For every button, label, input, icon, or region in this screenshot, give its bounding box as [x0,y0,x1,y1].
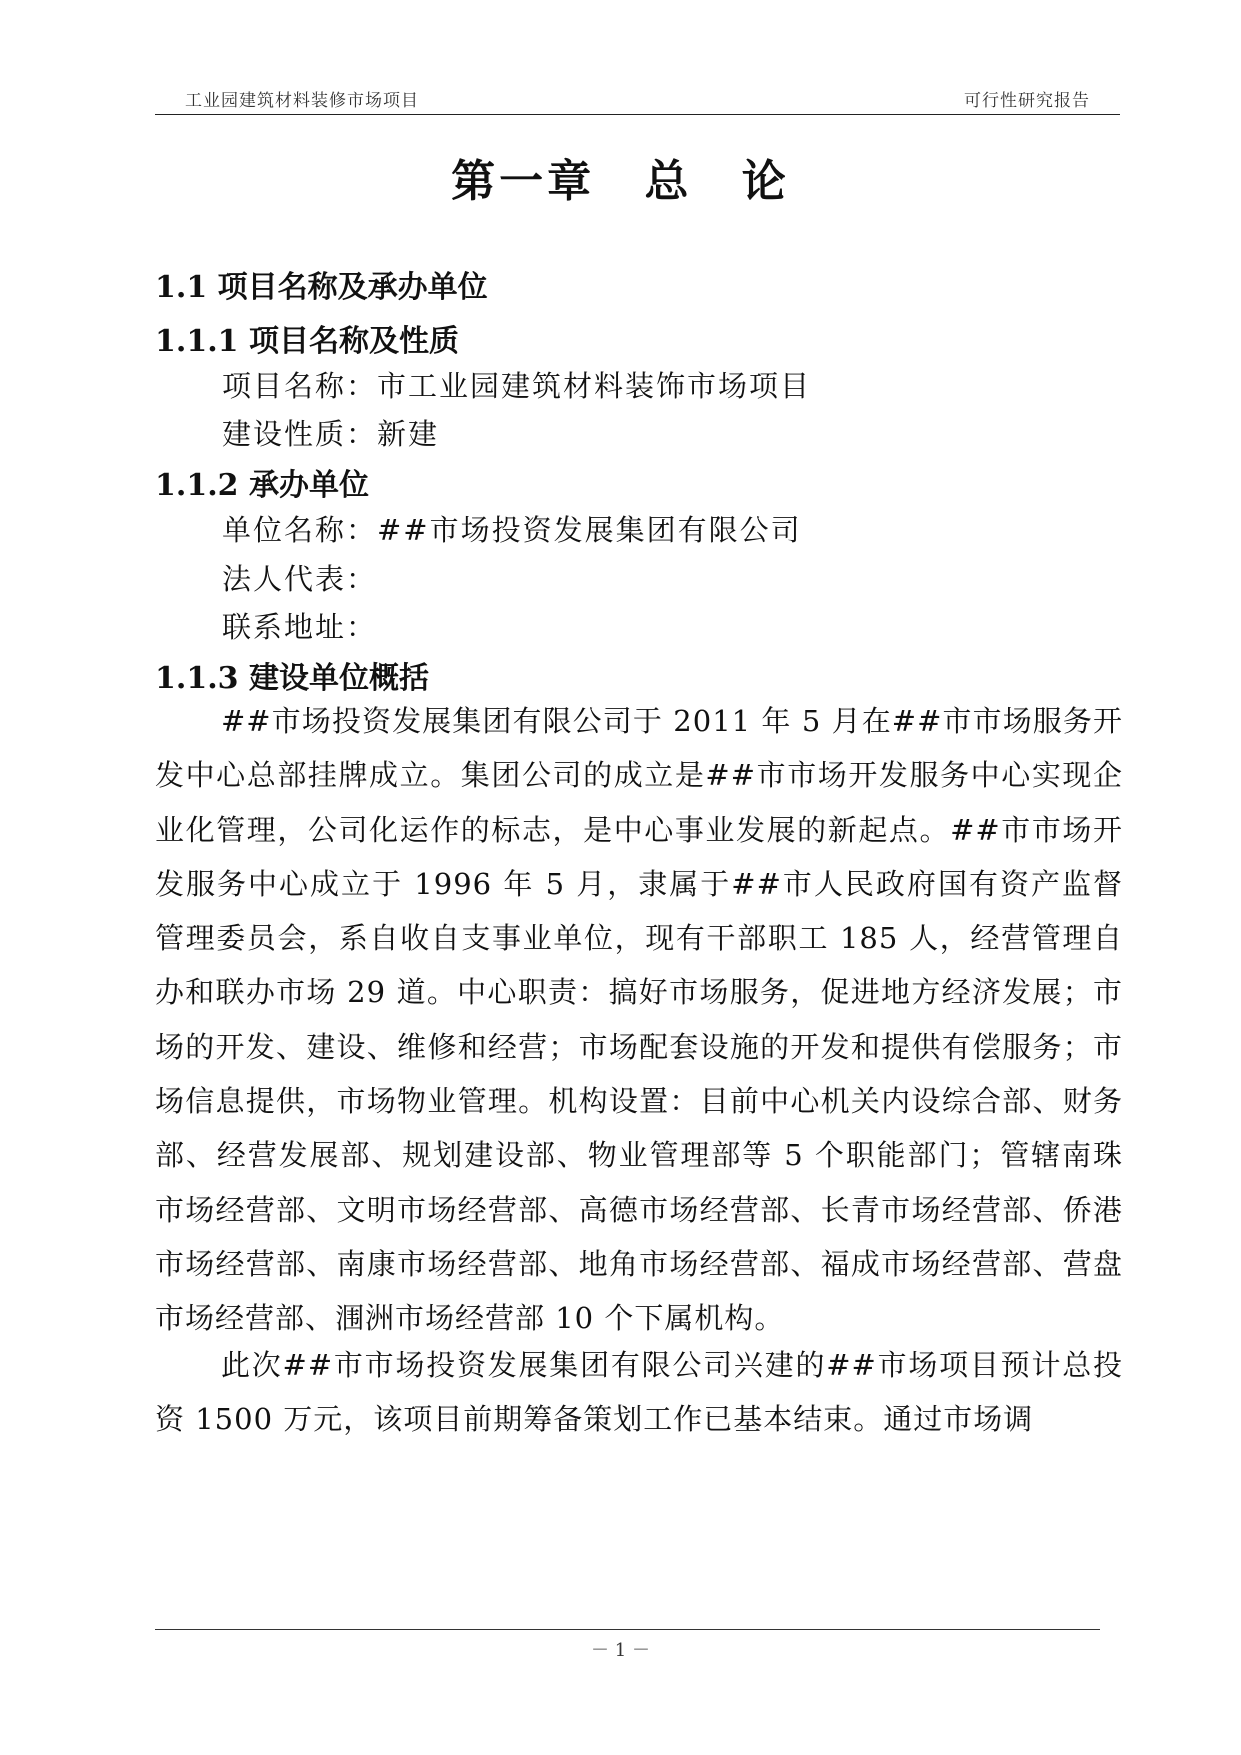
footer-divider [155,1629,1100,1630]
page-header [155,86,1120,115]
project-nature-line: 建设性质：新建 [222,417,440,451]
section-heading-1-1-1: 1.1.1 项目名称及性质 [155,324,459,359]
section-heading-1-1-3: 1.1.3 建设单位概括 [155,661,429,696]
contact-address-line: 联系地址： [222,610,378,644]
unit-name-line: 单位名称：##市场投资发展集团有限公司 [222,513,802,547]
project-name-line: 项目名称：市工业园建筑材料装饰市场项目 [222,369,812,403]
company-overview-paragraph: ##市场投资发展集团有限公司于 2011 年 5 月在##市市场服务开发中心总部挂牌成立。集团公司的成立是##市市场开发服务中心实现企业化管理，公司化运作的标志，是中心事业发展的新起点。##市市场开发服务中心成立于 1996 年 5 月，隶属于##市人民政府国有资产监督管理委员会，系自收自支事业单位，现有干部职工 185 人，经营管理自办和联办市场 29 道。中心职责：搞好市场服务，促进地方经济发展；市场的开发、建设、维修和经营；市场配套设施的开发和提供有偿服务；市场信息提供，市场物业管理。机构设置：目前中心机关内设综合部、财务部、经营发展部、规划建设部、物业管理部等 5 个职能部门；管辖南珠市场经营部、文明市场经营部、高德市场经营部、长青市场经营部、侨港市场经营部、南康市场经营部、地角市场经营部、福成市场经营部、营盘市场经营部、涠洲市场经营部 10 个下属机构。 [155,704,1123,1336]
header-report-type: 可行性研究报告 [964,91,1090,111]
project-investment-paragraph: 此次##市市场投资发展集团有限公司兴建的##市场项目预计总投资 1500 万元，该项目前期筹备策划工作已基本结束。通过市场调 [155,1348,1123,1437]
header-document-title: 工业园建筑材料装修市场项目 [185,91,419,111]
section-heading-1-1-2: 1.1.2 承办单位 [155,468,369,503]
legal-representative-line: 法人代表： [222,562,378,596]
page-number: － 1 － [591,1640,650,1661]
chapter-title: 第一章 总 论 [451,156,790,207]
section-heading-1-1: 1.1 项目名称及承办单位 [155,270,488,305]
